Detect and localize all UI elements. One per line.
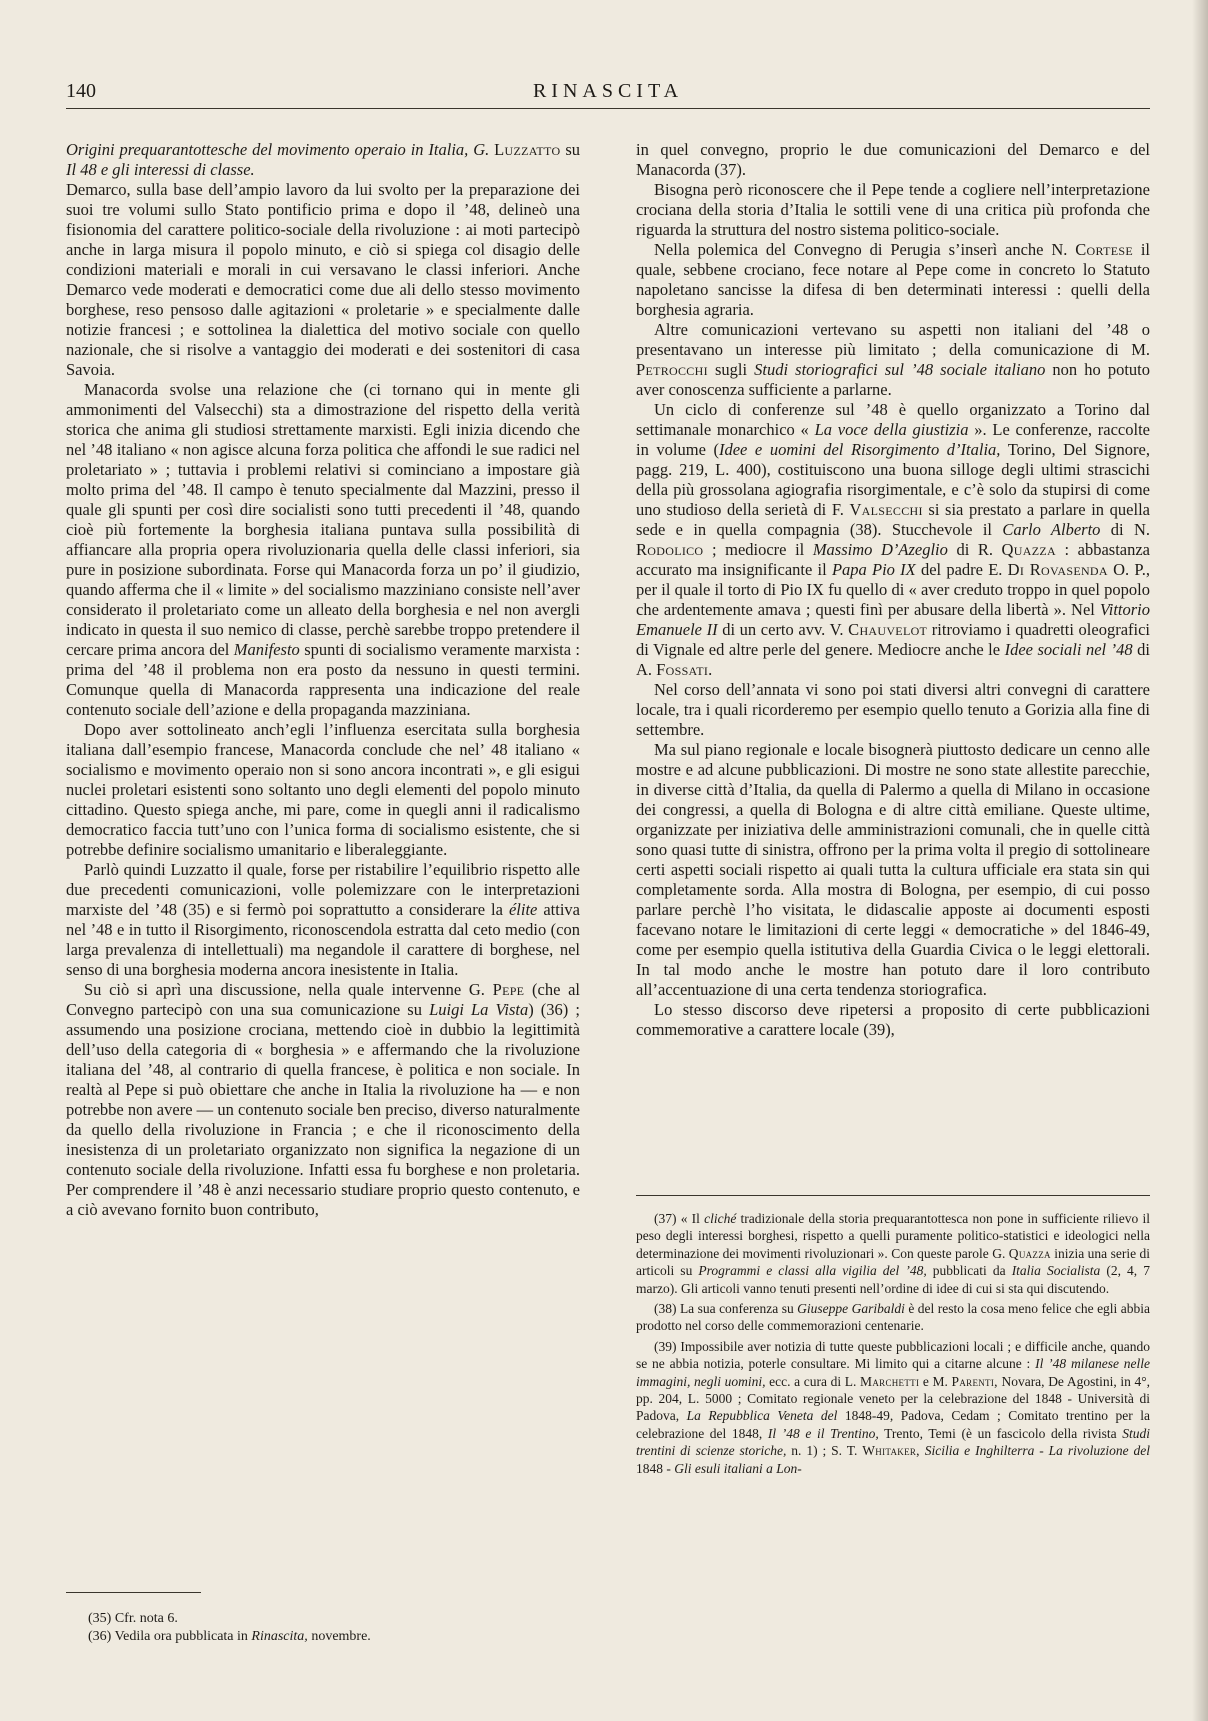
work-title: La Repubblica Veneta del	[686, 1408, 838, 1424]
section-heading-paragraph: Origini prequarantottesche del movimento operaio in Italia, G. Luzzatto su Il 48 e gli interessi di classe.	[66, 140, 580, 179]
work-title: Idee e uomini del Risorgimento d’Italia,	[718, 440, 1001, 459]
work-title: Luigi La Vista	[429, 1000, 529, 1019]
paragraph: Demarco, sulla base dell’ampio lavoro da lui svolto per la preparazione dei suoi tre volumi sullo Stato pontificio prima e dopo il ’48, delineò una fisionomia del carattere politico-sociale della rivoluzione : ai moti partecipò anche in larga misura il popolo minuto, e ciò si spiega col disagio delle condizioni materiali e morali in cui versavano le classi inferiori. Anche Demarco vede moderati e democratici come due ali dello stesso movimento borghese, reso pensoso dalle agitazioni « proletarie » e specialmente dalle notizie francesi ; e sottolinea la dialettica del motivo sociale con quello nazionale, che si risolve a vantaggio dei moderati e dei sostenitori di casa Savoia.	[66, 180, 580, 379]
footnote-divider	[636, 1195, 1150, 1196]
work-title: Massimo D’Azeglio	[812, 540, 948, 559]
work-title: Carlo Alberto	[1002, 520, 1101, 539]
right-column	[636, 140, 1150, 1040]
author-name: Petrocchi	[636, 360, 708, 379]
section-title: Origini prequarantottesche del movimento operaio in Italia, G.	[66, 140, 495, 159]
work-title: Gli esuli italiani a Lon-	[674, 1460, 802, 1476]
emphasis: élite	[508, 900, 538, 919]
work-title: Idee sociali nel ’48	[1004, 640, 1133, 659]
paragraph: Lo stesso discorso deve ripetersi a proposito di certe pubblicazioni commemorative a carattere locale (39),	[636, 1000, 1150, 1039]
footnote-divider	[66, 1592, 201, 1593]
work-title: Papa Pio IX	[831, 560, 916, 579]
paragraph: Ma sul piano regionale e locale bisognerà piuttosto dedicare un cenno alle mostre e ad alcune pubblicazioni. Di mostre ne sono state allestite parecchie, in diverse città d’Italia, da quella di Palermo a quella di Milano in occasione dei congressi, a quella di Bologna e di altre città emiliane. Queste ultime, organizzate per iniziativa delle amministrazioni comunali, che in quelle città sono quasi tutte di sinistra, offrono per la prima volta il pregio di sottolineare certi aspetti sociali rispetto ai quali tutta la cultura ufficiale era stata sin qui completamente sorda. Alla mostra di Bologna, per esempio, di cui posso parlare perchè l’ho visitata, le didascalie apposte ai documenti esposti facevano notare le limitazioni di certe leggi « democratiche » del 1846-49, come per esempio quella istitutiva della Guardia Civica o le leggi elettorali. In tal modo anche le mostre han potuto dare il loro contributo all’accentuazione di una certa tendenza storiografica.	[636, 740, 1150, 999]
paragraph: Altre comunicazioni vertevano su aspetti non italiani del ’48 o presentavano un interesse più limitato ; della comunicazione di M. Petrocchi sugli Studi storiografici sul ’48 sociale italiano non ho potuto aver conoscenza sufficiente a parlarne.	[636, 320, 1150, 399]
work-title: Il ’48 e il Trentino,	[767, 1425, 879, 1441]
work-title: Programmi e classi alla vigilia del ’48,	[698, 1263, 927, 1279]
paragraph: in quel convegno, proprio le due comunicazioni del Demarco e del Manacorda (37).	[636, 140, 1150, 179]
running-head: RINASCITA	[532, 80, 684, 102]
paragraph: Manacorda svolse una relazione che (ci tornano qui in mente gli ammonimenti del Valsecchi) sta a dimostrazione del rispetto della verità storica che anima gli studiosi strettamente marxisti. Egli inizia dicendo che nel ’48 italiano « non agisce alcuna forza politica che affondi le sue radici nel proletariato » ; tuttavia i problemi relativi si cominciano a impostare già molto prima del ’48. Il campo è tenuto specialmente dal Mazzini, presso il quale gli spunti per così dire socialisti sono tutti precedenti il ’48, quando cioè più fortemente la borghesia italiana puntava sulla possibilità di affiancare alla propria opera rivoluzionaria quella delle classi inferiori, sia pure in posizione subordinata. Forse qui Manacorda forza un po’ il giudizio, quando afferma che il « limite » del socialismo mazziniano consiste nell’aver considerato il proletariato come un alleato della borghesia e nel non avergli indicato in questa il suo nemico di classe, perchè sarebbe troppo pretendere il cercare prima ancora del Manifesto spunti di socialismo veramente marxista : prima del ’48 il problema non era posto da nessuno in questi termini. Comunque quella di Manacorda rappresenta una indicazione del reale contenuto sociale dell’azione e della propaganda mazziniana.	[66, 380, 581, 719]
work-title: Sicilia e Inghilterra - La rivoluzione del	[924, 1443, 1150, 1459]
footnote: (38) La sua conferenza su Giuseppe Garibaldi è del resto la cosa meno felice che egli abbia prodotto nel corso delle commemorazioni centenarie.	[636, 1301, 1150, 1334]
footnotes-left	[88, 1610, 580, 1646]
author-name: Valsecchi	[849, 500, 923, 519]
paragraph: Dopo aver sottolineato anch’egli l’influenza esercitata sulla borghesia italiana dall’esempio francese, Manacorda conclude che nel’ 48 italiano « socialismo e movimento operaio non si sono ancora incontrati », e gli esigui nuclei proletari esistenti sono soltanto uno degli elementi del popolo minuto cittadino. Questo spiega anche, mi pare, come in quegli anni il radicalismo democratico faccia tutt’uno con l’unica forma di socialismo esistente, che si potrebbe definire socialismo umanitario e liberaleggiante.	[66, 720, 580, 859]
author-name: Rodolico	[636, 540, 704, 559]
footnote: (39) Impossibile aver notizia di tutte queste pubblicazioni locali ; e difficile anche, quando se ne abbia notizia, poterle consultare. Mi limito qui a citarne alcune : Il ’48 milanese nelle immagini, negli uomini, ecc. a cura di L. Marchetti e M. Parenti, Novara, De Agostini, in 4°, pp. 204, L. 5000 ; Comitato regionale veneto per la celebrazione del 1848 - Università di Padova, La Repubblica Veneta del 1848-49, Padova, Cedam ; Comitato trentino per la celebrazione del 1848, Il ’48 e il Trentino, Trento, Temi (è un fascicolo della rivista Studi trentini di scienze storiche, n. 1) ; S. T. Whitaker, Sicilia e Inghilterra - La rivoluzione del 1848 - Gli esuli italiani a Lon-	[636, 1338, 1151, 1476]
page-number: 140	[66, 80, 96, 102]
work-title: Vittorio Emanuele II	[636, 600, 1150, 639]
work-title: Rinascita,	[251, 1629, 308, 1644]
work-title: Studi storiografici sul ’48 sociale italiano	[754, 360, 1046, 379]
work-title: Studi trentini di scienze storiche,	[636, 1425, 1150, 1459]
author-name: Pepe	[492, 980, 525, 999]
work-title: La voce della giustizia	[814, 420, 969, 439]
footnotes-right	[636, 1210, 1150, 1480]
footnote: (36) Vedila ora pubblicata in Rinascita, novembre.	[88, 1629, 371, 1644]
author-name: Quazza	[1008, 1245, 1051, 1261]
footnote: (37) « Il cliché tradizionale della storia prequarantottesca non pone in sufficiente rilievo il peso degli interessi borghesi, rispetto a quelli puramente politico-statistici e ideologici nella determinazione dei movimenti rivoluzionari ». Con queste parole G. Quazza inizia una serie di articoli su Programmi e classi alla vigilia del ’48, pubblicati da Italia Socialista (2, 4, 7 marzo). Gli articoli vanno tenuti presenti nell’ordine di idee di cui si sta qui discutendo.	[636, 1211, 1150, 1296]
work-title: Giuseppe Garibaldi	[797, 1301, 905, 1317]
footnote: (35) Cfr. nota 6.	[88, 1611, 178, 1626]
author-name: Luzzatto	[494, 140, 561, 159]
paragraph: Parlò quindi Luzzatto il quale, forse per ristabilire l’equilibrio rispetto alle due precedenti comunicazioni, volle polemizzare con le interpretazioni marxiste del ’48 (35) e si fermò poi soprattutto a considerare la élite attiva nel ’48 e in tutto il Risorgimento, riconoscendola estratta dal ceto medio (con larga prevalenza di intellettuali) ma negandole il carattere di borghese, nel senso di una borghesia moderna ancora inesistente in Italia.	[66, 860, 580, 979]
author-name: Cortese	[1075, 240, 1133, 259]
work-title: Il 48 e gli interessi di classe.	[66, 160, 255, 179]
author-name: Di Rovasenda	[1007, 560, 1108, 579]
page-header	[66, 78, 1150, 109]
work-title: Il ’48 milanese nelle immagini, negli uomini,	[636, 1356, 1150, 1389]
author-name: Parenti,	[951, 1373, 998, 1389]
left-column	[66, 140, 580, 1220]
paragraph: Su ciò si aprì una discussione, nella quale intervenne G. Pepe (che al Convegno partecipò con una sua comunicazione su Luigi La Vista) (36) ; assumendo una posizione crociana, mettendo cioè in dubbio la legittimità dell’uso della categoria di « borghesia » e affermando che la rivoluzione italiana del ’48, al contrario di quella francese, è politica e non sociale. In realtà al Pepe si può obiettare che anche in Italia la rivoluzione ha — e non potrebbe non avere — un contenuto sociale ben preciso, diverso naturalmente da quello della rivoluzione in Francia ; e che il riconoscimento della inesistenza di un proletariato organizzato non significa la negazione di un contenuto sociale della rivoluzione. Infatti essa fu borghese e non proletaria. Per comprendere il ’48 è anzi necessario studiare proprio questo contenuto, e a ciò avevano fornito buon contributo,	[66, 980, 580, 1219]
author-name: Whitaker,	[862, 1443, 920, 1459]
author-name: Chauvelot	[848, 620, 928, 639]
paragraph: Bisogna però riconoscere che il Pepe tende a cogliere nell’interpretazione crociana della storia d’Italia le sottili vene di una critica più profonda che riguarda la struttura del nostro sistema politico-sociale.	[636, 180, 1150, 239]
work-title: Manifesto	[233, 640, 300, 659]
paragraph: Nel corso dell’annata vi sono poi stati diversi altri convegni di carattere locale, tra i quali ricorderemo per esempio quello tenuto a Gorizia alla fine di settembre.	[636, 680, 1150, 739]
paragraph: Un ciclo di conferenze sul ’48 è quello organizzato a Torino dal settimanale monarchico « La voce della giustizia ». Le conferenze, raccolte in volume (Idee e uomini del Risorgimento d’Italia, Torino, Del Signore, pagg. 219, L. 400), costituiscono una buona silloge degli ultimi strascichi della più grossolana agiografia risorgimentale, e c’è solo da stupirsi di come uno studioso della serietà di F. Valsecchi si sia prestato a parlare in quella sede e in quella compagnia (38). Stucchevole il Carlo Alberto di N. Rodolico ; mediocre il Massimo D’Azeglio di R. Quazza : abbastanza accurato ma insignificante il Papa Pio IX del padre E. Di Rovasenda O. P., per il quale il torto di Pio IX fu quello di « aver creduto troppo in quel popolo che ardentemente amava ; questi finì per abusare della libertà ». Nel Vittorio Emanuele II di un certo avv. V. Chauvelot ritroviamo i quadretti oleografici di Vignale ed altre perle del genere. Mediocre anche le Idee sociali nel ’48 di A. Fossati.	[636, 400, 1151, 679]
author-name: Quazza	[1001, 540, 1056, 559]
author-name: Marchetti	[860, 1373, 920, 1389]
work-title: Italia Socialista	[1011, 1263, 1101, 1279]
paragraph: Nella polemica del Convegno di Perugia s’inserì anche N. Cortese il quale, sebbene crociano, fece notare al Pepe come in concreto lo Statuto napoletano sancisse la difesa di ben determinati interessi : quelli della borghesia agraria.	[636, 240, 1150, 319]
author-name: Fossati.	[656, 660, 713, 679]
